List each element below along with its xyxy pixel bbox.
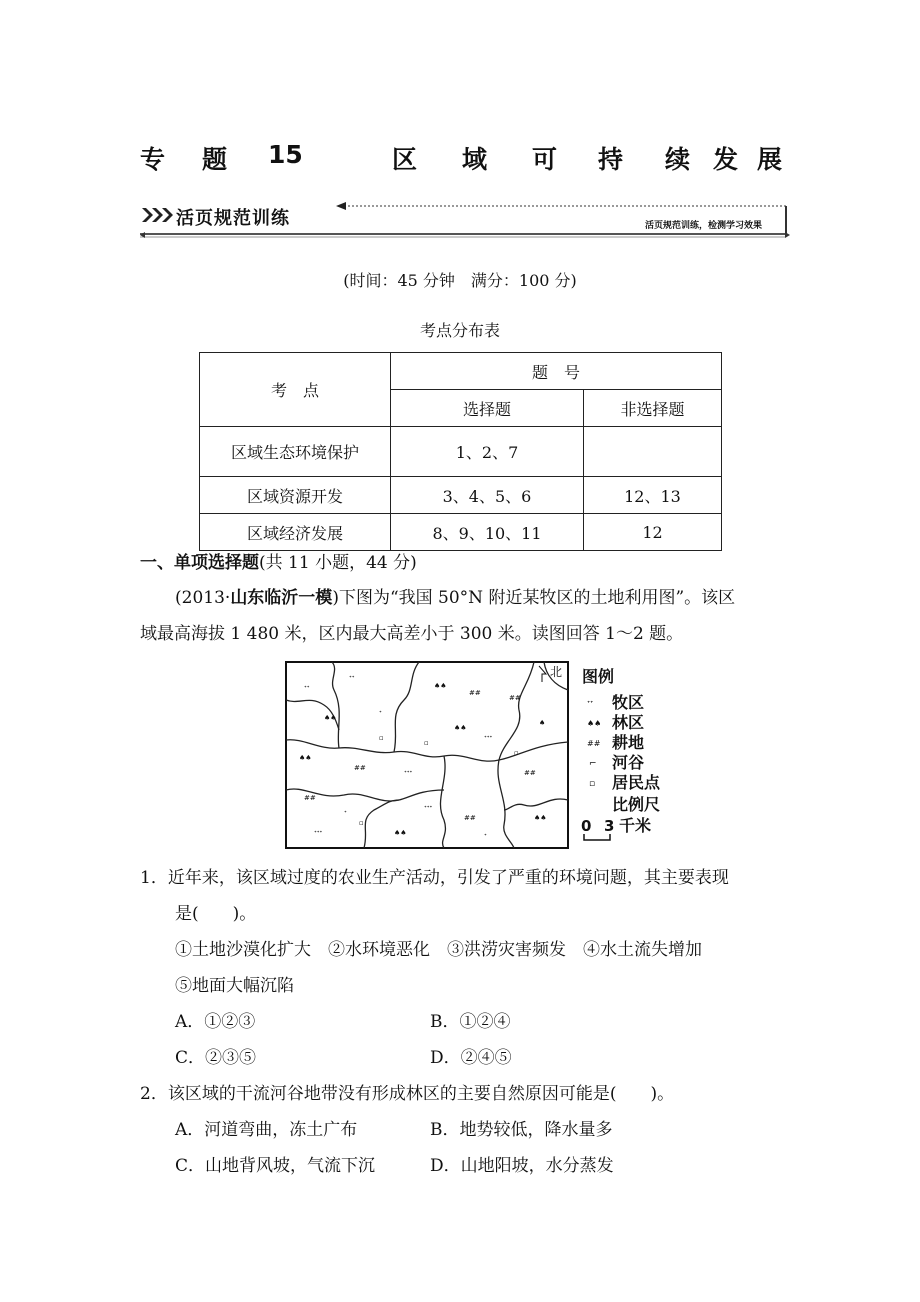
table-row: [200, 477, 722, 514]
q2-option-a[interactable]: A．河道弯曲，冻土广布: [175, 1120, 358, 1140]
intro-source-name: 山东临沂一模: [230, 588, 333, 608]
intro-line-2: 域最高海拔 1 480 米，区内最大高差小于 300 米。读图回答 1～2 题。: [140, 624, 684, 644]
svg-text:ᐩᐩᐩ: ᐩᐩᐩ: [404, 769, 413, 777]
svg-text:##: ##: [304, 794, 316, 802]
svg-text:♠♠: ♠♠: [534, 814, 547, 822]
scale-unit: 千米: [619, 816, 652, 835]
svg-text:##: ##: [354, 764, 366, 772]
svg-text:▫: ▫: [379, 734, 384, 742]
legend-symbol: ♠♠: [587, 719, 602, 728]
cell-choice: 8、9、10、11: [391, 514, 584, 551]
title-char: 域: [462, 145, 488, 174]
svg-text:ᐩ: ᐩ: [379, 709, 382, 717]
section-heading-bold: 一、单项选择题: [140, 553, 259, 573]
legend-label: 河谷: [612, 753, 645, 772]
q2-option-d[interactable]: D．山地阳坡，水分蒸发: [430, 1156, 614, 1176]
table-row: [200, 427, 722, 477]
q1-stem-line-1: 1．近年来，该区域过度的农业生产活动，引发了严重的环境问题，其主要表现: [140, 868, 729, 888]
cell-point: 区域经济发展: [200, 514, 391, 551]
cell-point: 区域生态环境保护: [200, 427, 391, 477]
svg-text:▫: ▫: [424, 739, 429, 747]
legend-label: 耕地: [612, 733, 645, 752]
svg-text:ᐩᐩᐩ: ᐩᐩᐩ: [484, 734, 493, 742]
scale-zero: 0: [581, 817, 592, 835]
north-label: 北: [550, 665, 563, 679]
section-heading: [140, 553, 417, 573]
q1-stem-line-2: 是( )。: [175, 904, 257, 924]
q2-option-c[interactable]: C．山地背风坡，气流下沉: [175, 1156, 376, 1176]
distribution-table: [199, 352, 722, 551]
svg-text:ᐩ: ᐩ: [344, 809, 347, 817]
title-char: 可: [532, 145, 558, 174]
cell-choice: 3、4、5、6: [391, 477, 584, 514]
land-use-map: [284, 660, 684, 852]
section-banner: [140, 200, 790, 240]
title-number: 15: [268, 140, 303, 169]
svg-text:♠: ♠: [539, 719, 546, 727]
q2-option-b[interactable]: B．地势较低，降水量多: [430, 1120, 613, 1140]
q1-option-b[interactable]: B．①②④: [430, 1012, 511, 1032]
svg-text:▫: ▫: [359, 819, 364, 827]
legend-label: 牧区: [612, 693, 645, 712]
header-number: 题 号: [391, 353, 722, 390]
q2-stem: 2．该区域的干流河谷地带没有形成林区的主要自然原因可能是( )。: [140, 1084, 675, 1104]
intro-line-1: [175, 588, 735, 608]
legend-symbol: ⌐: [589, 759, 597, 769]
table-row: [200, 514, 722, 551]
header-point: 考 点: [200, 353, 391, 427]
header-nonchoice: 非选择题: [584, 390, 722, 427]
legend-symbol: ᐩᐩ: [587, 699, 594, 708]
cell-point: 区域资源开发: [200, 477, 391, 514]
q1-statements-line-1: ①土地沙漠化扩大 ②水环境恶化 ③洪涝灾害频发 ④水土流失增加: [175, 940, 702, 960]
svg-text:ᐩᐩᐩ: ᐩᐩᐩ: [314, 829, 323, 837]
svg-text:♠♠: ♠♠: [394, 829, 407, 837]
legend-label: 居民点: [612, 773, 661, 792]
banner-label: 活页规范训练: [176, 208, 290, 229]
title-char: 区: [392, 145, 418, 174]
section-heading-rest: (共 11 小题，44 分): [259, 553, 417, 573]
svg-text:ᐩ: ᐩ: [484, 832, 487, 840]
land-use-map-figure: [284, 660, 684, 856]
cell-choice: 1、2、7: [391, 427, 584, 477]
svg-text:##: ##: [464, 814, 476, 822]
page-title: [140, 140, 783, 180]
cell-nonchoice: 12、13: [584, 477, 722, 514]
q1-option-a[interactable]: A．①②③: [175, 1012, 256, 1032]
svg-text:♠♠: ♠♠: [299, 754, 312, 762]
svg-text:ᐩᐩᐩ: ᐩᐩᐩ: [424, 804, 433, 812]
intro-source-a: (2013·: [175, 588, 231, 608]
title-char: 题: [202, 145, 228, 174]
banner-tagline: 活页规范训练，检测学习效果: [644, 221, 762, 231]
svg-text:♠♠: ♠♠: [324, 714, 337, 722]
q1-option-d[interactable]: D．②④⑤: [430, 1048, 512, 1068]
legend-title: 图例: [582, 667, 615, 686]
intro-source-c: )下图为“我国 50°N 附近某牧区的土地利用图”。该区: [332, 588, 736, 608]
time-score-line: (时间：45 分钟 满分：100 分): [343, 271, 577, 290]
q1-option-c[interactable]: C．②③⑤: [175, 1048, 257, 1068]
title-char: 持: [598, 145, 624, 174]
svg-text:##: ##: [509, 694, 521, 702]
cell-nonchoice: [584, 427, 722, 477]
table-title: 考点分布表: [419, 321, 500, 340]
map-frame: [286, 662, 568, 848]
title-char: 续: [665, 145, 691, 174]
svg-text:♠♠: ♠♠: [454, 724, 467, 732]
svg-text:##: ##: [469, 689, 481, 697]
svg-text:ᐩᐩ: ᐩᐩ: [304, 684, 310, 692]
q1-statements-line-2: ⑤地面大幅沉陷: [175, 976, 294, 996]
svg-text:##: ##: [524, 769, 536, 777]
svg-text:ᐩᐩ: ᐩᐩ: [349, 674, 355, 682]
title-char: 展: [757, 145, 783, 174]
scale-label: 比例尺: [612, 795, 661, 814]
svg-text:▫: ▫: [514, 749, 519, 757]
title-char: 发: [713, 145, 739, 174]
legend-symbol: ##: [587, 739, 601, 748]
header-choice: 选择题: [391, 390, 584, 427]
cell-nonchoice: 12: [584, 514, 722, 551]
legend-symbol: ▫: [589, 779, 596, 789]
map-legend: [581, 667, 661, 835]
legend-label: 林区: [612, 713, 645, 732]
svg-text:♠♠: ♠♠: [434, 682, 447, 690]
scale-value: 3: [604, 817, 615, 835]
title-char: 专: [140, 145, 166, 174]
